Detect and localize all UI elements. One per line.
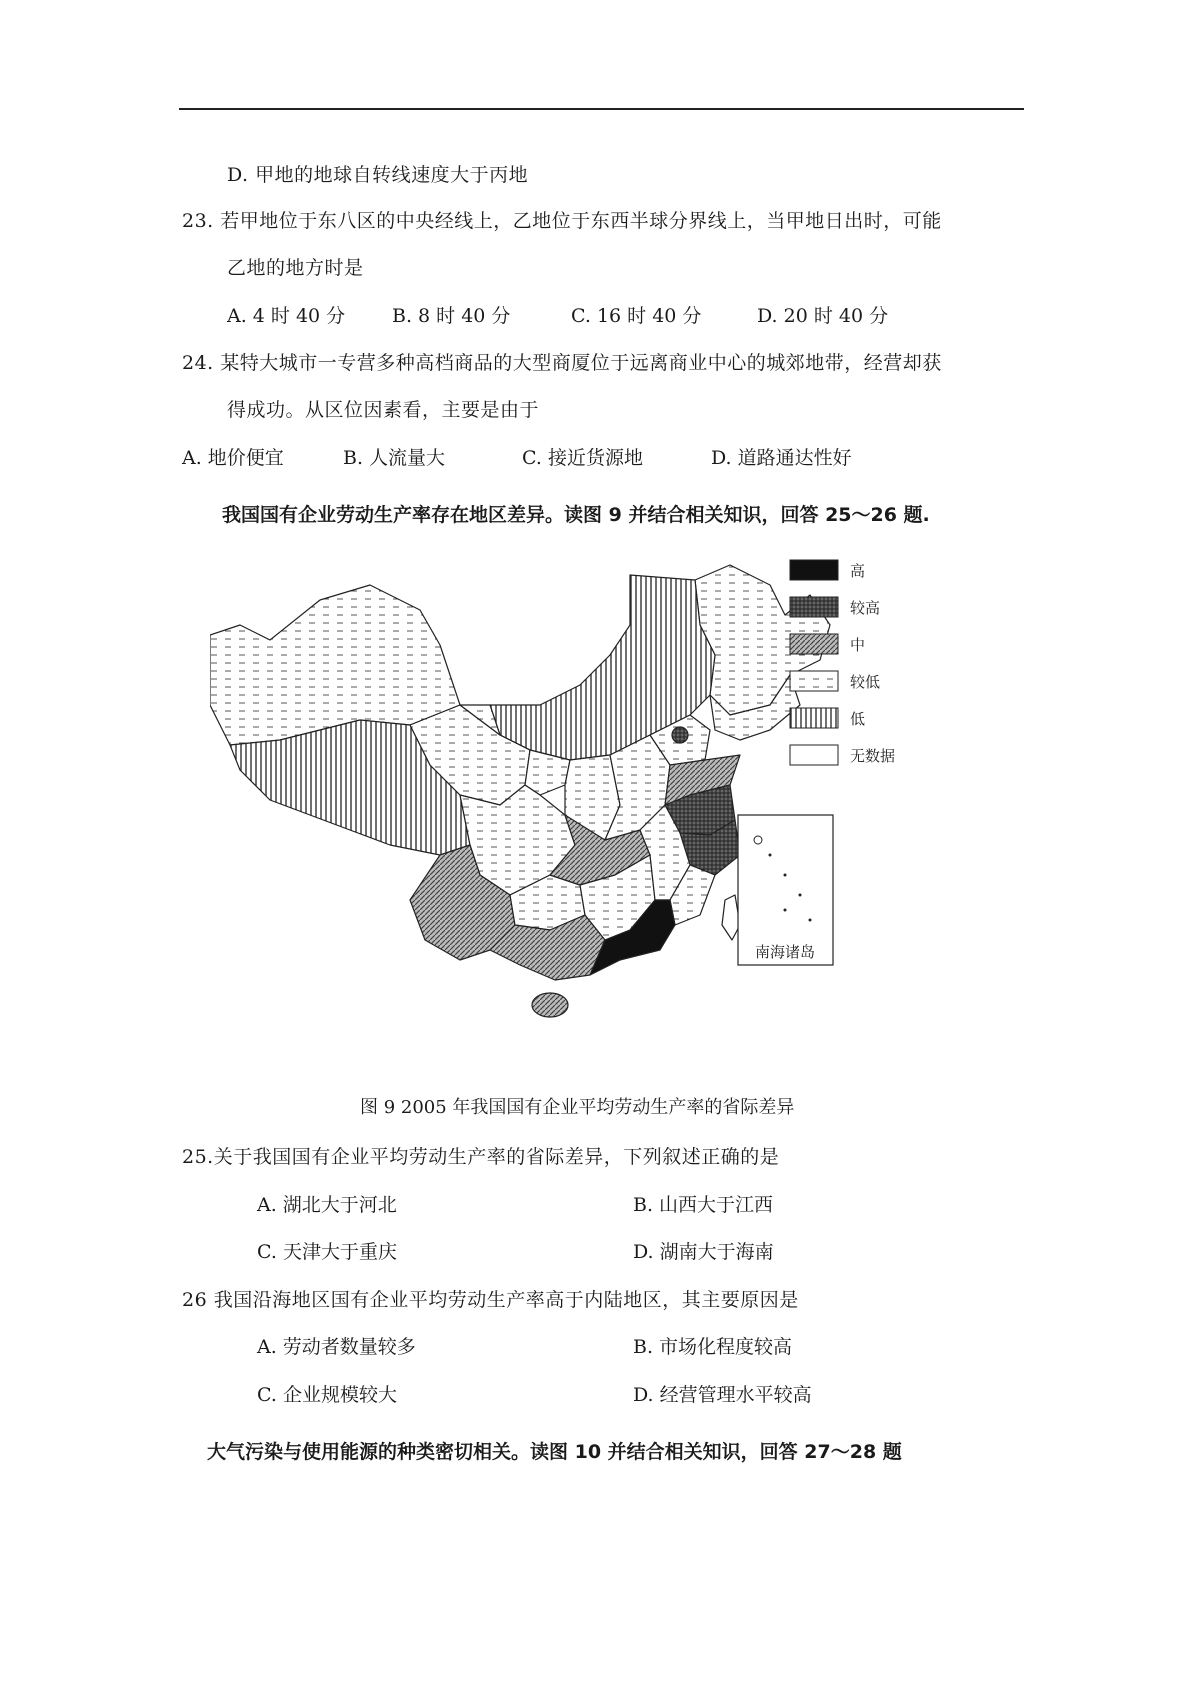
region-taiwan — [722, 895, 740, 940]
q26-stem: 26 我国沿海地区国有企业平均劳动生产率高于内陆地区，其主要原因是 — [182, 1289, 799, 1311]
q23-stem-line2: 乙地的地方时是 — [227, 257, 364, 279]
section2-heading: 大气污染与使用能源的种类密切相关。读图 10 并结合相关知识，回答 27～28 题 — [207, 1441, 902, 1463]
q23-option-c: C. 16 时 40 分 — [571, 305, 702, 327]
legend-swatch-lower — [790, 671, 838, 691]
legend-swatch-low — [790, 708, 838, 728]
legend-label-high: 高 — [850, 562, 866, 580]
legend-label-low: 低 — [850, 710, 866, 728]
legend-label-higher: 较高 — [850, 599, 881, 617]
q22-option-d: D. 甲地的地球自转线速度大于丙地 — [227, 164, 529, 186]
section1-heading: 我国国有企业劳动生产率存在地区差异。读图 9 并结合相关知识，回答 25～26 题. — [222, 504, 930, 526]
inset-label: 南海诸岛 — [754, 943, 816, 961]
q26-option-a: A. 劳动者数量较多 — [257, 1336, 416, 1358]
q23-stem-line1: 23. 若甲地位于东八区的中央经线上，乙地位于东西半球分界线上，当甲地日出时，可能 — [182, 210, 942, 232]
q25-option-b: B. 山西大于江西 — [633, 1194, 774, 1216]
q24-option-c: C. 接近货源地 — [522, 447, 643, 469]
q26-option-d: D. 经营管理水平较高 — [633, 1384, 812, 1406]
legend-label-medium: 中 — [850, 636, 866, 654]
region-beijing — [672, 727, 688, 743]
legend-swatch-no-data — [790, 745, 838, 765]
q24-option-b: B. 人流量大 — [343, 447, 446, 469]
q25-option-d: D. 湖南大于海南 — [633, 1241, 774, 1263]
q26-option-c: C. 企业规模较大 — [257, 1384, 397, 1406]
q24-stem-line1: 24. 某特大城市一专营多种高档商品的大型商厦位于远离商业中心的城郊地带，经营却获 — [182, 352, 942, 374]
legend-swatch-higher — [790, 597, 838, 617]
q23-option-d: D. 20 时 40 分 — [757, 305, 889, 327]
header-rule — [179, 108, 1024, 110]
q24-stem-line2: 得成功。从区位因素看，主要是由于 — [227, 399, 540, 421]
q23-option-a: A. 4 时 40 分 — [227, 305, 346, 327]
legend-label-no-data: 无数据 — [850, 747, 896, 765]
q25-option-a: A. 湖北大于河北 — [257, 1194, 397, 1216]
q24-option-a: A. 地价便宜 — [182, 447, 284, 469]
legend-label-lower: 较低 — [850, 673, 881, 691]
legend-swatch-medium — [790, 634, 838, 654]
q25-option-c: C. 天津大于重庆 — [257, 1241, 397, 1263]
china-productivity-map — [210, 555, 1000, 1065]
map-caption: 图 9 2005 年我国国有企业平均劳动生产率的省际差异 — [360, 1097, 795, 1118]
q23-option-b: B. 8 时 40 分 — [392, 305, 511, 327]
region-hainan — [532, 993, 568, 1017]
south-china-sea-inset — [738, 815, 833, 965]
q24-option-d: D. 道路通达性好 — [711, 447, 852, 469]
q26-option-b: B. 市场化程度较高 — [633, 1336, 793, 1358]
q25-stem: 25.关于我国国有企业平均劳动生产率的省际差异，下列叙述正确的是 — [182, 1146, 780, 1168]
legend-swatch-high — [790, 560, 838, 580]
